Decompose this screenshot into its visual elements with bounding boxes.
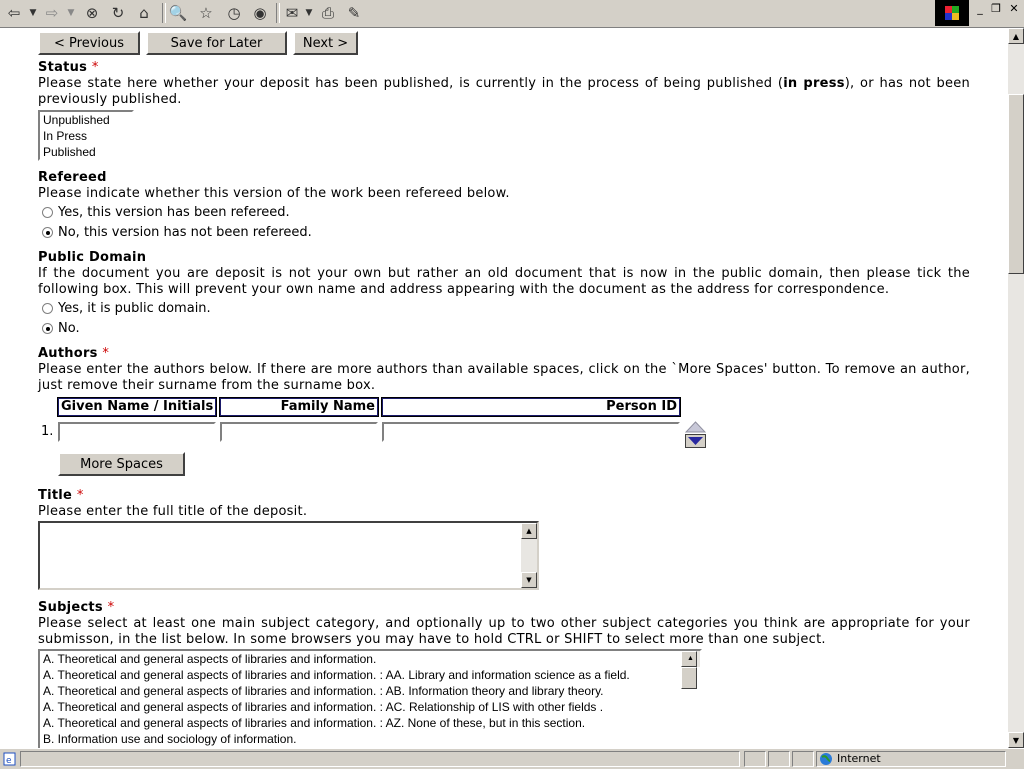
public-domain-description: If the document you are deposit is not your own but rather an old document that is now in the public domain, then please tick the following box. This will prevent your own name and address appearing with the document as the address for correspondence. xyxy=(38,266,970,297)
person-id-input[interactable] xyxy=(382,422,680,442)
column-header-family-name: Family Name xyxy=(219,397,379,417)
subjects-heading: Subjects * xyxy=(38,600,115,615)
home-icon[interactable]: ⌂ xyxy=(139,4,149,22)
required-marker: * xyxy=(91,60,99,75)
subject-option[interactable]: A. Theoretical and general aspects of libraries and information. xyxy=(43,652,377,666)
required-marker: * xyxy=(76,488,84,503)
page-icon xyxy=(3,752,17,766)
browser-toolbar xyxy=(0,0,1024,28)
title-description: Please enter the full title of the deposit. xyxy=(38,504,308,519)
stop-icon[interactable]: ⊗ xyxy=(85,4,99,22)
media-icon[interactable]: ◉ xyxy=(253,4,267,22)
globe-icon xyxy=(819,752,833,769)
author-row-number: 1. xyxy=(41,424,54,439)
history-icon[interactable]: ◷ xyxy=(227,4,241,22)
svg-text:e: e xyxy=(6,756,12,766)
subject-option[interactable]: A. Theoretical and general aspects of libraries and information. : AA. Library and information science as a field. xyxy=(43,668,630,682)
restore-icon[interactable]: ❐ xyxy=(991,2,1001,15)
status-pane xyxy=(792,751,814,767)
subject-option[interactable]: A. Theoretical and general aspects of libraries and information. : AB. Information theory and library theory. xyxy=(43,684,604,698)
status-option[interactable]: In Press xyxy=(43,129,88,143)
status-pane xyxy=(744,751,766,767)
edit-icon[interactable]: ✎ xyxy=(347,4,361,22)
public-domain-no-radio[interactable] xyxy=(42,323,53,334)
column-header-given-name: Given Name / Initials xyxy=(57,397,217,417)
subjects-description: Please select at least one main subject category, and optionally up to two other subject categories you think are appropriate for your submisson, in the list below. In some browsers you may have to hold CTRL or SHIFT to select more than one subject. xyxy=(38,616,970,647)
status-option[interactable]: Unpublished xyxy=(43,113,110,127)
page-scrollbar[interactable] xyxy=(1008,28,1024,748)
status-option[interactable]: Published xyxy=(43,145,96,159)
status-heading: Status * xyxy=(38,60,99,75)
title-textarea[interactable] xyxy=(38,521,539,590)
scroll-thumb[interactable] xyxy=(681,667,697,689)
required-marker: * xyxy=(102,346,110,361)
authors-description: Please enter the authors below. If there are more authors than available spaces, click on the `More Spaces' button. To remove an author, just remove their surname from the surname box. xyxy=(38,362,970,393)
required-marker: * xyxy=(107,600,115,615)
windows-logo-icon xyxy=(935,0,969,26)
authors-heading: Authors * xyxy=(38,346,110,361)
favorites-icon[interactable]: ☆ xyxy=(199,4,213,22)
status-text-pane xyxy=(20,751,740,767)
column-header-person-id: Person ID xyxy=(381,397,681,417)
print-icon[interactable]: ⎙ xyxy=(321,4,334,22)
close-icon[interactable]: ✕ xyxy=(1009,2,1019,15)
refresh-icon[interactable]: ↻ xyxy=(111,4,125,22)
refereed-heading: Refereed xyxy=(38,170,107,185)
scroll-down-icon[interactable]: ▼ xyxy=(1008,732,1024,748)
previous-button[interactable]: < Previous xyxy=(38,31,140,55)
mail-dropdown-icon[interactable]: ▼ xyxy=(305,8,313,18)
public-domain-no-label: No. xyxy=(58,321,80,336)
zone-pane xyxy=(816,751,1006,767)
zone-label: Internet xyxy=(837,752,881,765)
search-icon[interactable]: 🔍 xyxy=(168,4,188,22)
public-domain-yes-label: Yes, it is public domain. xyxy=(58,301,211,316)
refereed-no-radio[interactable] xyxy=(42,227,53,238)
public-domain-yes-radio[interactable] xyxy=(42,303,53,314)
more-spaces-button[interactable]: More Spaces xyxy=(58,452,185,476)
subject-option[interactable]: B. Information use and sociology of information. xyxy=(43,732,297,746)
scroll-down-icon[interactable]: ▼ xyxy=(521,572,537,588)
refereed-description: Please indicate whether this version of the work been refereed below. xyxy=(38,186,510,201)
subject-option[interactable]: A. Theoretical and general aspects of libraries and information. : AC. Relationship of LIS with other fields . xyxy=(43,700,604,714)
minimize-icon[interactable]: _ xyxy=(977,2,983,15)
subject-option[interactable]: A. Theoretical and general aspects of libraries and information. : AZ. None of these, but in this section. xyxy=(43,716,586,730)
refereed-yes-label: Yes, this version has been refereed. xyxy=(58,205,290,220)
title-scrollbar[interactable] xyxy=(521,523,537,588)
status-bar xyxy=(0,748,1024,769)
status-description: Please state here whether your deposit has been published, is currently in the process of being published (in press), or has not been previously published. xyxy=(38,76,970,107)
forward-dropdown-icon[interactable]: ▼ xyxy=(67,8,75,18)
move-down-icon[interactable] xyxy=(685,434,706,448)
toolbar-separator xyxy=(162,3,166,23)
save-for-later-button[interactable]: Save for Later xyxy=(146,31,287,55)
subjects-scrollbar[interactable] xyxy=(681,651,700,667)
toolbar-separator xyxy=(276,3,280,23)
family-name-input[interactable] xyxy=(220,422,378,442)
next-button[interactable]: Next > xyxy=(293,31,358,55)
move-up-icon[interactable] xyxy=(685,421,706,433)
status-select[interactable] xyxy=(38,110,134,161)
page-content xyxy=(0,28,1008,748)
given-name-input[interactable] xyxy=(58,422,216,442)
scroll-up-icon[interactable]: ▲ xyxy=(1008,28,1024,44)
scroll-up-icon[interactable]: ▲ xyxy=(521,523,537,539)
forward-icon[interactable]: ⇨ xyxy=(45,4,59,22)
mail-icon[interactable]: ✉ xyxy=(285,4,299,22)
public-domain-heading: Public Domain xyxy=(38,250,147,265)
back-icon[interactable]: ⇦ xyxy=(7,4,21,22)
title-heading: Title * xyxy=(38,488,84,503)
refereed-yes-radio[interactable] xyxy=(42,207,53,218)
subjects-select[interactable] xyxy=(38,649,702,748)
refereed-no-label: No, this version has not been refereed. xyxy=(58,225,312,240)
scroll-thumb[interactable] xyxy=(1008,94,1024,274)
scroll-up-icon[interactable]: ▲ xyxy=(681,651,697,667)
back-dropdown-icon[interactable]: ▼ xyxy=(29,8,37,18)
status-pane xyxy=(768,751,790,767)
